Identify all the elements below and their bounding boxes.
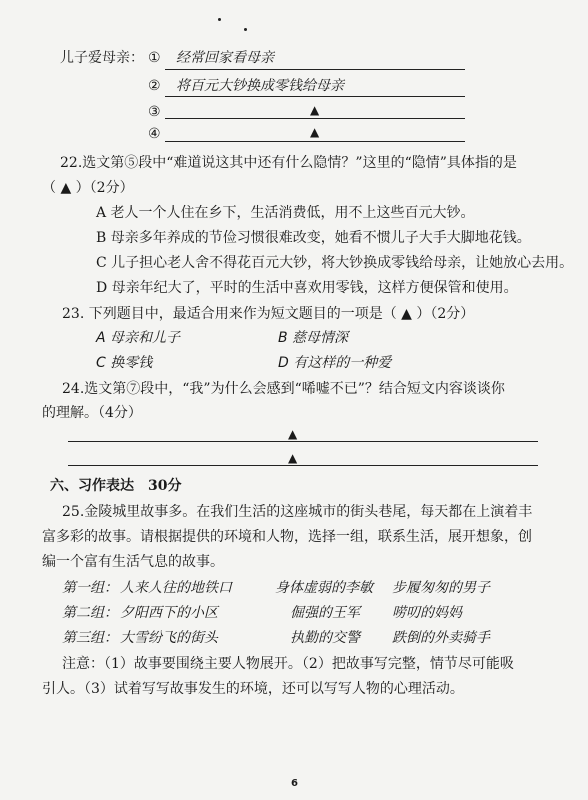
q23-option-c: C 换零钱	[96, 355, 153, 371]
group-label: 第三组：	[62, 630, 118, 646]
group-label: 第二组：	[62, 605, 118, 621]
answer-line	[165, 141, 465, 142]
item-num: ①	[148, 50, 161, 66]
group-place: 大雪纷飞的街头	[120, 630, 218, 646]
scan-dot	[244, 28, 247, 31]
q22-option-b: B 母亲多年养成的节俭习惯很难改变，她看不惯儿子大手大脚地花钱。	[96, 230, 531, 246]
q22-line2: （ ▲ ）（2分）	[42, 180, 134, 196]
answer-line	[165, 96, 465, 97]
group-place: 人来人往的地铁口	[120, 580, 232, 596]
group-person1: 执勤的交警	[290, 630, 360, 646]
note-line2: 引人。（3）试着写写故事发生的环境，还可以写写人物的心理活动。	[42, 681, 464, 697]
item-text: 经常回家看母亲	[176, 50, 274, 66]
answer-line	[165, 69, 465, 70]
group-person2: 步履匆匆的男子	[392, 580, 490, 596]
q24-line2: 的理解。（4分）	[42, 405, 142, 421]
q25-line2: 富多彩的故事。请根据提供的环境和人物，选择一组，联系生活，展开想象，创	[42, 529, 532, 545]
item-num: ③	[148, 104, 161, 120]
group-person2: 唠叨的妈妈	[392, 605, 462, 621]
q23-line: 23. 下列题目中，最适合用来作为短文题目的一项是（ ▲ ）（2分）	[62, 306, 475, 322]
q23-option-a: A 母亲和儿子	[96, 330, 181, 346]
answer-line	[68, 441, 538, 442]
answer-line	[68, 465, 538, 466]
love-label: 儿子爱母亲：	[60, 50, 144, 66]
q22-option-d: D 母亲年纪大了，平时的生活中喜欢用零钱，这样方便保管和使用。	[96, 280, 518, 296]
answer-placeholder-triangle: ▲	[288, 427, 298, 441]
group-label: 第一组：	[62, 580, 118, 596]
answer-placeholder-triangle: ▲	[310, 125, 320, 139]
item-num: ②	[148, 78, 161, 94]
item-num: ④	[148, 126, 161, 142]
answer-placeholder-triangle: ▲	[310, 103, 320, 117]
page-number: 6	[291, 778, 298, 789]
q25-line3: 编一个富有生活气息的故事。	[42, 554, 224, 570]
group-place: 夕阳西下的小区	[120, 605, 218, 621]
q25-line1: 25.金陵城里故事多。在我们生活的这座城市的街头巷尾，每天都在上演着丰	[62, 504, 533, 520]
q23-option-b: B 慈母情深	[278, 330, 349, 346]
q23-option-d: D 有这样的一种爱	[278, 355, 392, 371]
q22-option-a: A 老人一个人住在乡下，生活消费低，用不上这些百元大钞。	[96, 205, 475, 221]
q22-line1: 22.选文第⑤段中“难道说这其中还有什么隐情？”这里的“隐情”具体指的是	[60, 155, 517, 171]
answer-placeholder-triangle: ▲	[288, 451, 298, 465]
item-text: 将百元大钞换成零钱给母亲	[176, 78, 344, 94]
note-line1: 注意：（1）故事要围绕主要人物展开。（2）把故事写完整，情节尽可能吸	[62, 656, 514, 672]
section-title: 六、习作表达 30分	[50, 478, 182, 494]
q24-line1: 24.选文第⑦段中，“我”为什么会感到“唏嘘不已”？结合短文内容谈谈你	[62, 381, 505, 397]
answer-line	[165, 118, 465, 119]
group-person1: 倔强的王军	[290, 605, 360, 621]
scan-dot	[218, 18, 221, 21]
group-person2: 跌倒的外卖骑手	[392, 630, 490, 646]
q22-option-c: C 儿子担心老人舍不得花百元大钞，将大钞换成零钱给母亲，让她放心去用。	[96, 255, 574, 271]
group-person1: 身体虚弱的李敏	[275, 580, 373, 596]
